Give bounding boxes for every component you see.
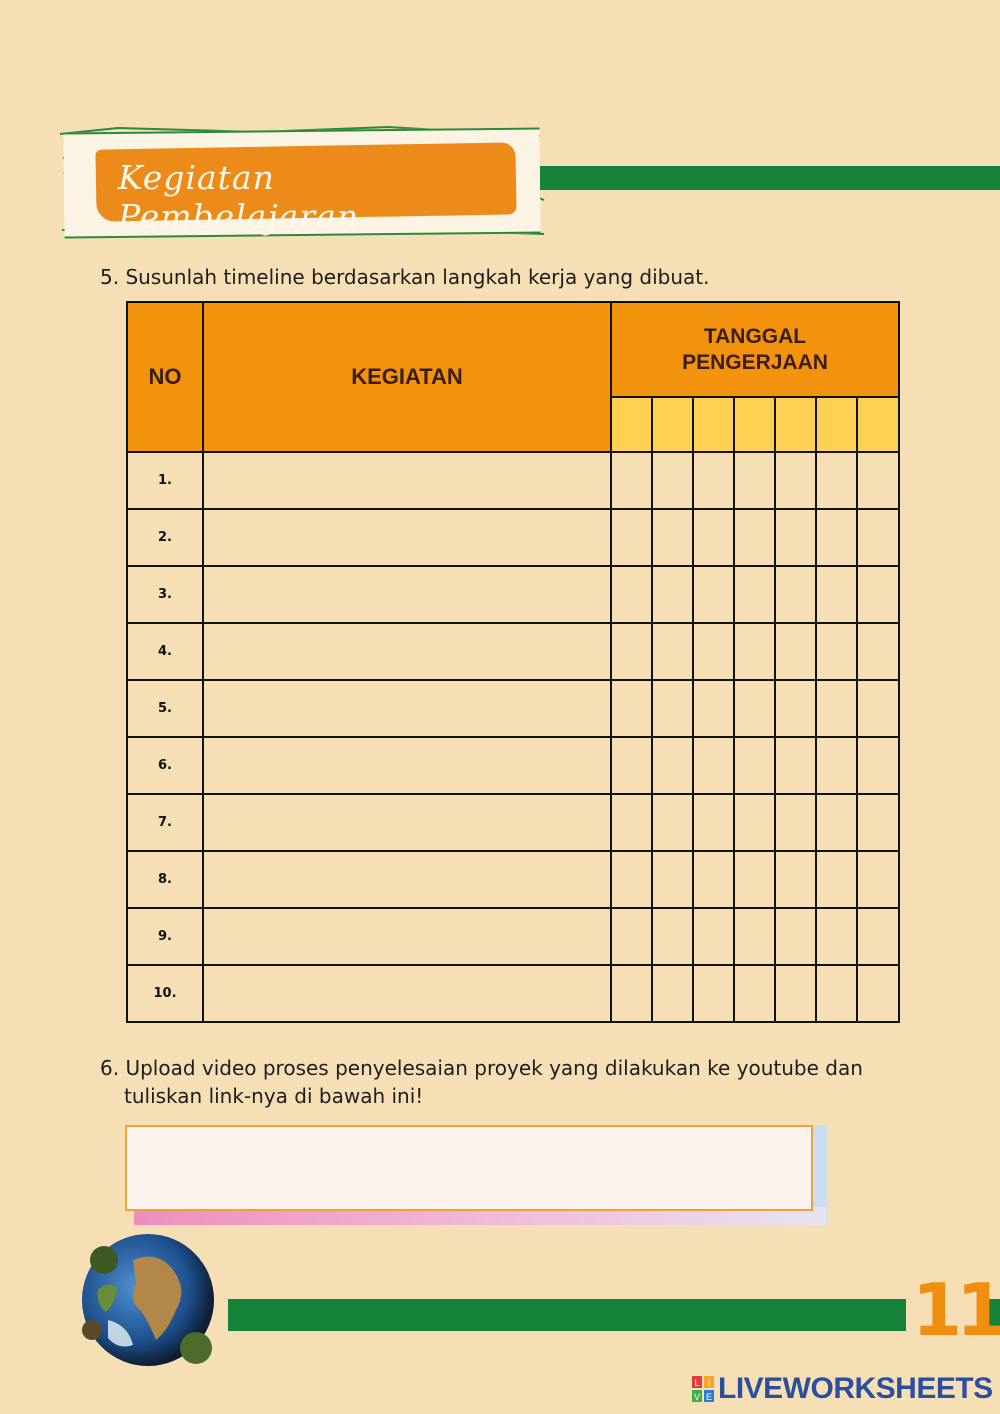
timeline-row — [127, 851, 899, 908]
date-cell[interactable] — [734, 452, 775, 509]
date-cell[interactable] — [652, 509, 693, 566]
date-cell[interactable] — [693, 680, 734, 737]
row-number: 1. — [127, 452, 203, 509]
date-cell[interactable] — [816, 851, 857, 908]
day-header-cell[interactable] — [857, 397, 899, 452]
date-cell[interactable] — [611, 851, 652, 908]
date-cell[interactable] — [611, 566, 652, 623]
liveworksheets-wordmark: LIVEWORKSHEETS — [718, 1372, 993, 1405]
date-cell[interactable] — [611, 452, 652, 509]
question-6 — [100, 1054, 863, 1110]
date-cell[interactable] — [816, 965, 857, 1022]
globe-icon — [78, 1230, 218, 1370]
timeline-table — [126, 301, 900, 1023]
date-cell[interactable] — [693, 908, 734, 965]
logo-letter: L — [694, 1378, 700, 1388]
banner-title: Kegiatan Pembelajaran — [118, 158, 360, 236]
header-tanggal-line2: PENGERJAAN — [682, 350, 828, 374]
date-cell[interactable] — [652, 965, 693, 1022]
day-header-cell[interactable] — [611, 397, 652, 452]
date-cell[interactable] — [816, 623, 857, 680]
date-cell[interactable] — [652, 566, 693, 623]
timeline-row — [127, 794, 899, 851]
row-number: 7. — [127, 794, 203, 851]
question-5: 5. Susunlah timeline berdasarkan langkah kerja yang dibuat. — [100, 265, 710, 289]
timeline-row — [127, 509, 899, 566]
row-number: 4. — [127, 623, 203, 680]
row-number: 2. — [127, 509, 203, 566]
header-no: NO — [127, 302, 203, 452]
date-cell[interactable] — [734, 566, 775, 623]
date-cell[interactable] — [775, 965, 816, 1022]
kegiatan-input[interactable] — [203, 452, 611, 509]
date-cell[interactable] — [857, 680, 899, 737]
liveworksheets-brand — [692, 1372, 993, 1406]
date-cell[interactable] — [693, 851, 734, 908]
date-cell[interactable] — [693, 737, 734, 794]
title-banner — [58, 122, 548, 240]
date-cell[interactable] — [652, 908, 693, 965]
date-cell[interactable] — [816, 509, 857, 566]
date-cell[interactable] — [693, 965, 734, 1022]
date-cell[interactable] — [652, 623, 693, 680]
date-cell[interactable] — [816, 680, 857, 737]
liveworksheets-logo-icon — [692, 1376, 714, 1402]
logo-letter: E — [705, 1392, 713, 1402]
row-number: 3. — [127, 566, 203, 623]
date-cell[interactable] — [816, 566, 857, 623]
logo-letter: I — [707, 1378, 711, 1388]
date-cell[interactable] — [775, 452, 816, 509]
date-cell[interactable] — [775, 509, 816, 566]
row-number: 9. — [127, 908, 203, 965]
kegiatan-input[interactable] — [203, 794, 611, 851]
date-cell[interactable] — [693, 566, 734, 623]
date-cell[interactable] — [816, 452, 857, 509]
date-cell[interactable] — [611, 737, 652, 794]
day-header-cell[interactable] — [652, 397, 693, 452]
date-cell[interactable] — [611, 680, 652, 737]
kegiatan-input[interactable] — [203, 680, 611, 737]
date-cell[interactable] — [775, 566, 816, 623]
date-cell[interactable] — [652, 737, 693, 794]
date-cell[interactable] — [775, 851, 816, 908]
date-cell[interactable] — [693, 452, 734, 509]
header-kegiatan: KEGIATAN — [203, 302, 611, 452]
date-cell[interactable] — [816, 908, 857, 965]
date-cell[interactable] — [857, 509, 899, 566]
row-number: 5. — [127, 680, 203, 737]
date-cell[interactable] — [734, 623, 775, 680]
date-cell[interactable] — [611, 908, 652, 965]
timeline-row — [127, 566, 899, 623]
date-cell[interactable] — [652, 794, 693, 851]
date-cell[interactable] — [652, 851, 693, 908]
date-cell[interactable] — [857, 452, 899, 509]
timeline-row — [127, 965, 899, 1022]
row-number: 10. — [127, 965, 203, 1022]
timeline-row — [127, 452, 899, 509]
date-cell[interactable] — [775, 794, 816, 851]
timeline-row — [127, 680, 899, 737]
logo-letter: V — [693, 1392, 701, 1402]
day-header-cell[interactable] — [693, 397, 734, 452]
timeline-row — [127, 908, 899, 965]
date-cell[interactable] — [816, 794, 857, 851]
kegiatan-input[interactable] — [203, 908, 611, 965]
header-tanggal-line1: TANGGAL — [703, 324, 807, 348]
date-cell[interactable] — [652, 452, 693, 509]
date-cell[interactable] — [734, 794, 775, 851]
date-cell[interactable] — [693, 509, 734, 566]
date-cell[interactable] — [693, 623, 734, 680]
day-header-cell[interactable] — [816, 397, 857, 452]
header-green-bar — [540, 166, 1000, 190]
date-cell[interactable] — [775, 737, 816, 794]
row-number: 6. — [127, 737, 203, 794]
kegiatan-input[interactable] — [203, 623, 611, 680]
timeline-rows — [127, 452, 899, 1022]
date-cell[interactable] — [611, 965, 652, 1022]
date-cell[interactable] — [816, 737, 857, 794]
header-tanggal — [611, 302, 899, 397]
kegiatan-input[interactable] — [203, 737, 611, 794]
date-cell[interactable] — [734, 965, 775, 1022]
page-number: 11 — [912, 1268, 1000, 1352]
day-header-cell[interactable] — [775, 397, 816, 452]
kegiatan-input[interactable] — [203, 965, 611, 1022]
date-cell[interactable] — [734, 851, 775, 908]
date-cell[interactable] — [775, 908, 816, 965]
date-cell[interactable] — [857, 623, 899, 680]
timeline-row — [127, 623, 899, 680]
day-header-cell[interactable] — [734, 397, 775, 452]
date-cell[interactable] — [734, 680, 775, 737]
kegiatan-input[interactable] — [203, 509, 611, 566]
question-6-line2: tuliskan link-nya di bawah ini! — [124, 1084, 424, 1108]
date-cell[interactable] — [857, 566, 899, 623]
row-number: 8. — [127, 851, 203, 908]
date-cell[interactable] — [611, 794, 652, 851]
date-cell[interactable] — [734, 908, 775, 965]
date-cell[interactable] — [857, 851, 899, 908]
question-6-line1: 6. Upload video proses penyelesaian proyek yang dilakukan ke youtube dan — [100, 1056, 863, 1080]
timeline-row — [127, 737, 899, 794]
date-cell[interactable] — [775, 680, 816, 737]
date-cell[interactable] — [693, 794, 734, 851]
date-cell[interactable] — [857, 737, 899, 794]
date-cell[interactable] — [734, 509, 775, 566]
date-cell[interactable] — [652, 680, 693, 737]
youtube-link-input[interactable] — [125, 1125, 813, 1211]
date-cell[interactable] — [857, 908, 899, 965]
date-cell[interactable] — [857, 794, 899, 851]
footer-green-bar — [228, 1299, 906, 1331]
date-cell[interactable] — [857, 965, 899, 1022]
kegiatan-input[interactable] — [203, 566, 611, 623]
date-cell[interactable] — [775, 623, 816, 680]
kegiatan-input[interactable] — [203, 851, 611, 908]
globe-illustration — [62, 1226, 232, 1376]
date-cell[interactable] — [734, 737, 775, 794]
date-cell[interactable] — [611, 623, 652, 680]
date-cell[interactable] — [611, 509, 652, 566]
